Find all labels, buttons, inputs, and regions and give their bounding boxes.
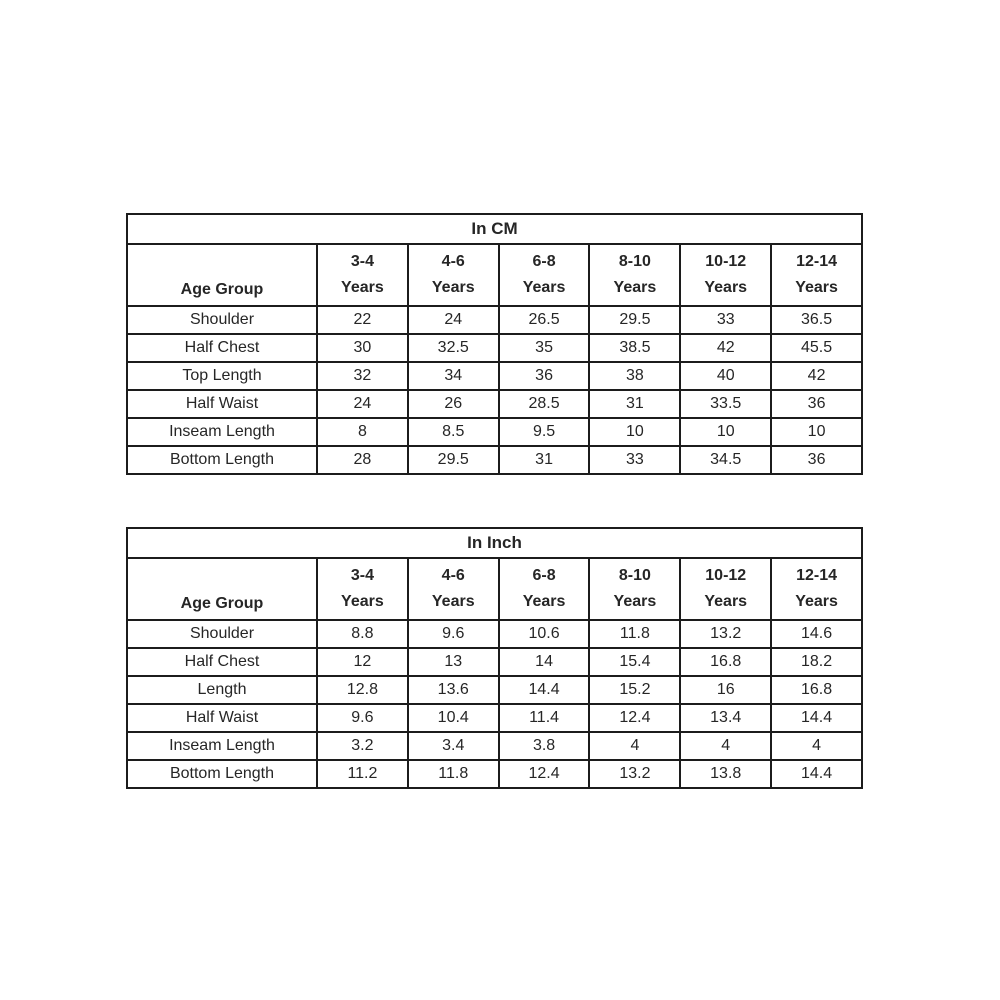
data-cell: 18.2	[771, 648, 862, 676]
col-header	[589, 558, 680, 620]
data-cell: 4	[771, 732, 862, 760]
data-cell: 12.8	[317, 676, 408, 704]
table-header-row	[127, 244, 862, 306]
data-cell: 26	[408, 390, 499, 418]
data-cell: 14.4	[499, 676, 590, 704]
row-label: Half Waist	[127, 390, 317, 418]
data-cell: 35	[499, 334, 590, 362]
data-cell: 32.5	[408, 334, 499, 362]
age-unit-label: Years	[431, 279, 475, 296]
data-cell: 16	[680, 676, 771, 704]
table-row	[127, 704, 862, 732]
table-row	[127, 648, 862, 676]
data-cell: 29.5	[408, 446, 499, 474]
data-cell: 8.5	[408, 418, 499, 446]
data-cell: 4	[680, 732, 771, 760]
data-cell: 36	[771, 390, 862, 418]
col-header	[771, 558, 862, 620]
data-cell: 30	[317, 334, 408, 362]
data-cell: 12.4	[589, 704, 680, 732]
age-range-label: 12-14	[796, 253, 838, 270]
table-row	[127, 362, 862, 390]
data-cell: 3.8	[499, 732, 590, 760]
table-row	[127, 446, 862, 474]
table-row	[127, 306, 862, 334]
age-range-label: 12-14	[796, 567, 838, 584]
col-header	[499, 558, 590, 620]
data-cell: 16.8	[771, 676, 862, 704]
data-cell: 34	[408, 362, 499, 390]
data-cell: 13	[408, 648, 499, 676]
age-unit-label: Years	[613, 279, 657, 296]
data-cell: 10	[771, 418, 862, 446]
row-label: Half Waist	[127, 704, 317, 732]
row-label: Inseam Length	[127, 732, 317, 760]
age-range-label: 3-4	[350, 567, 374, 584]
data-cell: 14.6	[771, 620, 862, 648]
row-label: Inseam Length	[127, 418, 317, 446]
row-label: Top Length	[127, 362, 317, 390]
data-cell: 15.2	[589, 676, 680, 704]
age-unit-label: Years	[522, 593, 566, 610]
data-cell: 11.2	[317, 760, 408, 788]
data-cell: 38.5	[589, 334, 680, 362]
age-range-label: 6-8	[532, 567, 556, 584]
data-cell: 33	[680, 306, 771, 334]
col-header	[589, 244, 680, 306]
age-range-label: 4-6	[441, 253, 465, 270]
data-cell: 40	[680, 362, 771, 390]
data-cell: 28	[317, 446, 408, 474]
table-row	[127, 390, 862, 418]
table-title: In CM	[127, 214, 862, 244]
data-cell: 11.8	[408, 760, 499, 788]
data-cell: 38	[589, 362, 680, 390]
data-cell: 11.4	[499, 704, 590, 732]
col-header	[408, 244, 499, 306]
col-header	[317, 244, 408, 306]
data-cell: 14	[499, 648, 590, 676]
data-cell: 13.8	[680, 760, 771, 788]
data-cell: 33.5	[680, 390, 771, 418]
col-header	[408, 558, 499, 620]
size-chart-inch-table	[126, 527, 863, 789]
data-cell: 29.5	[589, 306, 680, 334]
table-row	[127, 620, 862, 648]
data-cell: 13.2	[589, 760, 680, 788]
data-cell: 10	[589, 418, 680, 446]
age-range-label: 8-10	[618, 567, 651, 584]
data-cell: 12.4	[499, 760, 590, 788]
data-cell: 32	[317, 362, 408, 390]
data-cell: 3.4	[408, 732, 499, 760]
data-cell: 9.6	[408, 620, 499, 648]
age-unit-label: Years	[613, 593, 657, 610]
data-cell: 13.6	[408, 676, 499, 704]
data-cell: 42	[771, 362, 862, 390]
data-cell: 10.6	[499, 620, 590, 648]
age-unit-label: Years	[431, 593, 475, 610]
row-label: Half Chest	[127, 334, 317, 362]
age-group-header: Age Group	[127, 244, 317, 306]
data-cell: 12	[317, 648, 408, 676]
row-label: Bottom Length	[127, 760, 317, 788]
age-unit-label: Years	[795, 279, 838, 296]
table-title-row	[127, 528, 862, 558]
data-cell: 9.6	[317, 704, 408, 732]
data-cell: 10.4	[408, 704, 499, 732]
age-range-label: 3-4	[350, 253, 374, 270]
age-range-label: 10-12	[705, 253, 747, 270]
col-header	[499, 244, 590, 306]
row-label: Shoulder	[127, 620, 317, 648]
row-label: Half Chest	[127, 648, 317, 676]
table-row	[127, 760, 862, 788]
data-cell: 34.5	[680, 446, 771, 474]
age-unit-label: Years	[341, 593, 384, 610]
data-cell: 31	[499, 446, 590, 474]
row-label: Length	[127, 676, 317, 704]
table-title: In Inch	[127, 528, 862, 558]
data-cell: 8.8	[317, 620, 408, 648]
table-row	[127, 732, 862, 760]
age-unit-label: Years	[704, 593, 748, 610]
age-unit-label: Years	[704, 279, 748, 296]
data-cell: 33	[589, 446, 680, 474]
data-cell: 22	[317, 306, 408, 334]
size-chart-cm-table	[126, 213, 863, 475]
data-cell: 9.5	[499, 418, 590, 446]
age-range-label: 4-6	[441, 567, 465, 584]
data-cell: 45.5	[771, 334, 862, 362]
age-range-label: 8-10	[618, 253, 651, 270]
data-cell: 10	[680, 418, 771, 446]
col-header	[317, 558, 408, 620]
data-cell: 4	[589, 732, 680, 760]
age-unit-label: Years	[341, 279, 384, 296]
row-label: Bottom Length	[127, 446, 317, 474]
table-row	[127, 676, 862, 704]
data-cell: 16.8	[680, 648, 771, 676]
data-cell: 24	[317, 390, 408, 418]
data-cell: 14.4	[771, 760, 862, 788]
data-cell: 36	[499, 362, 590, 390]
age-group-header: Age Group	[127, 558, 317, 620]
age-range-label: 6-8	[532, 253, 556, 270]
data-cell: 11.8	[589, 620, 680, 648]
age-range-label: 10-12	[705, 567, 747, 584]
table-row	[127, 334, 862, 362]
col-header	[680, 558, 771, 620]
age-unit-label: Years	[522, 279, 566, 296]
table-row	[127, 418, 862, 446]
data-cell: 26.5	[499, 306, 590, 334]
row-label: Shoulder	[127, 306, 317, 334]
table-header-row	[127, 558, 862, 620]
data-cell: 3.2	[317, 732, 408, 760]
data-cell: 24	[408, 306, 499, 334]
col-header	[771, 244, 862, 306]
data-cell: 36	[771, 446, 862, 474]
data-cell: 13.2	[680, 620, 771, 648]
data-cell: 31	[589, 390, 680, 418]
col-header	[680, 244, 771, 306]
data-cell: 28.5	[499, 390, 590, 418]
data-cell: 36.5	[771, 306, 862, 334]
age-unit-label: Years	[795, 593, 838, 610]
data-cell: 15.4	[589, 648, 680, 676]
data-cell: 14.4	[771, 704, 862, 732]
data-cell: 13.4	[680, 704, 771, 732]
data-cell: 42	[680, 334, 771, 362]
data-cell: 8	[317, 418, 408, 446]
table-title-row	[127, 214, 862, 244]
